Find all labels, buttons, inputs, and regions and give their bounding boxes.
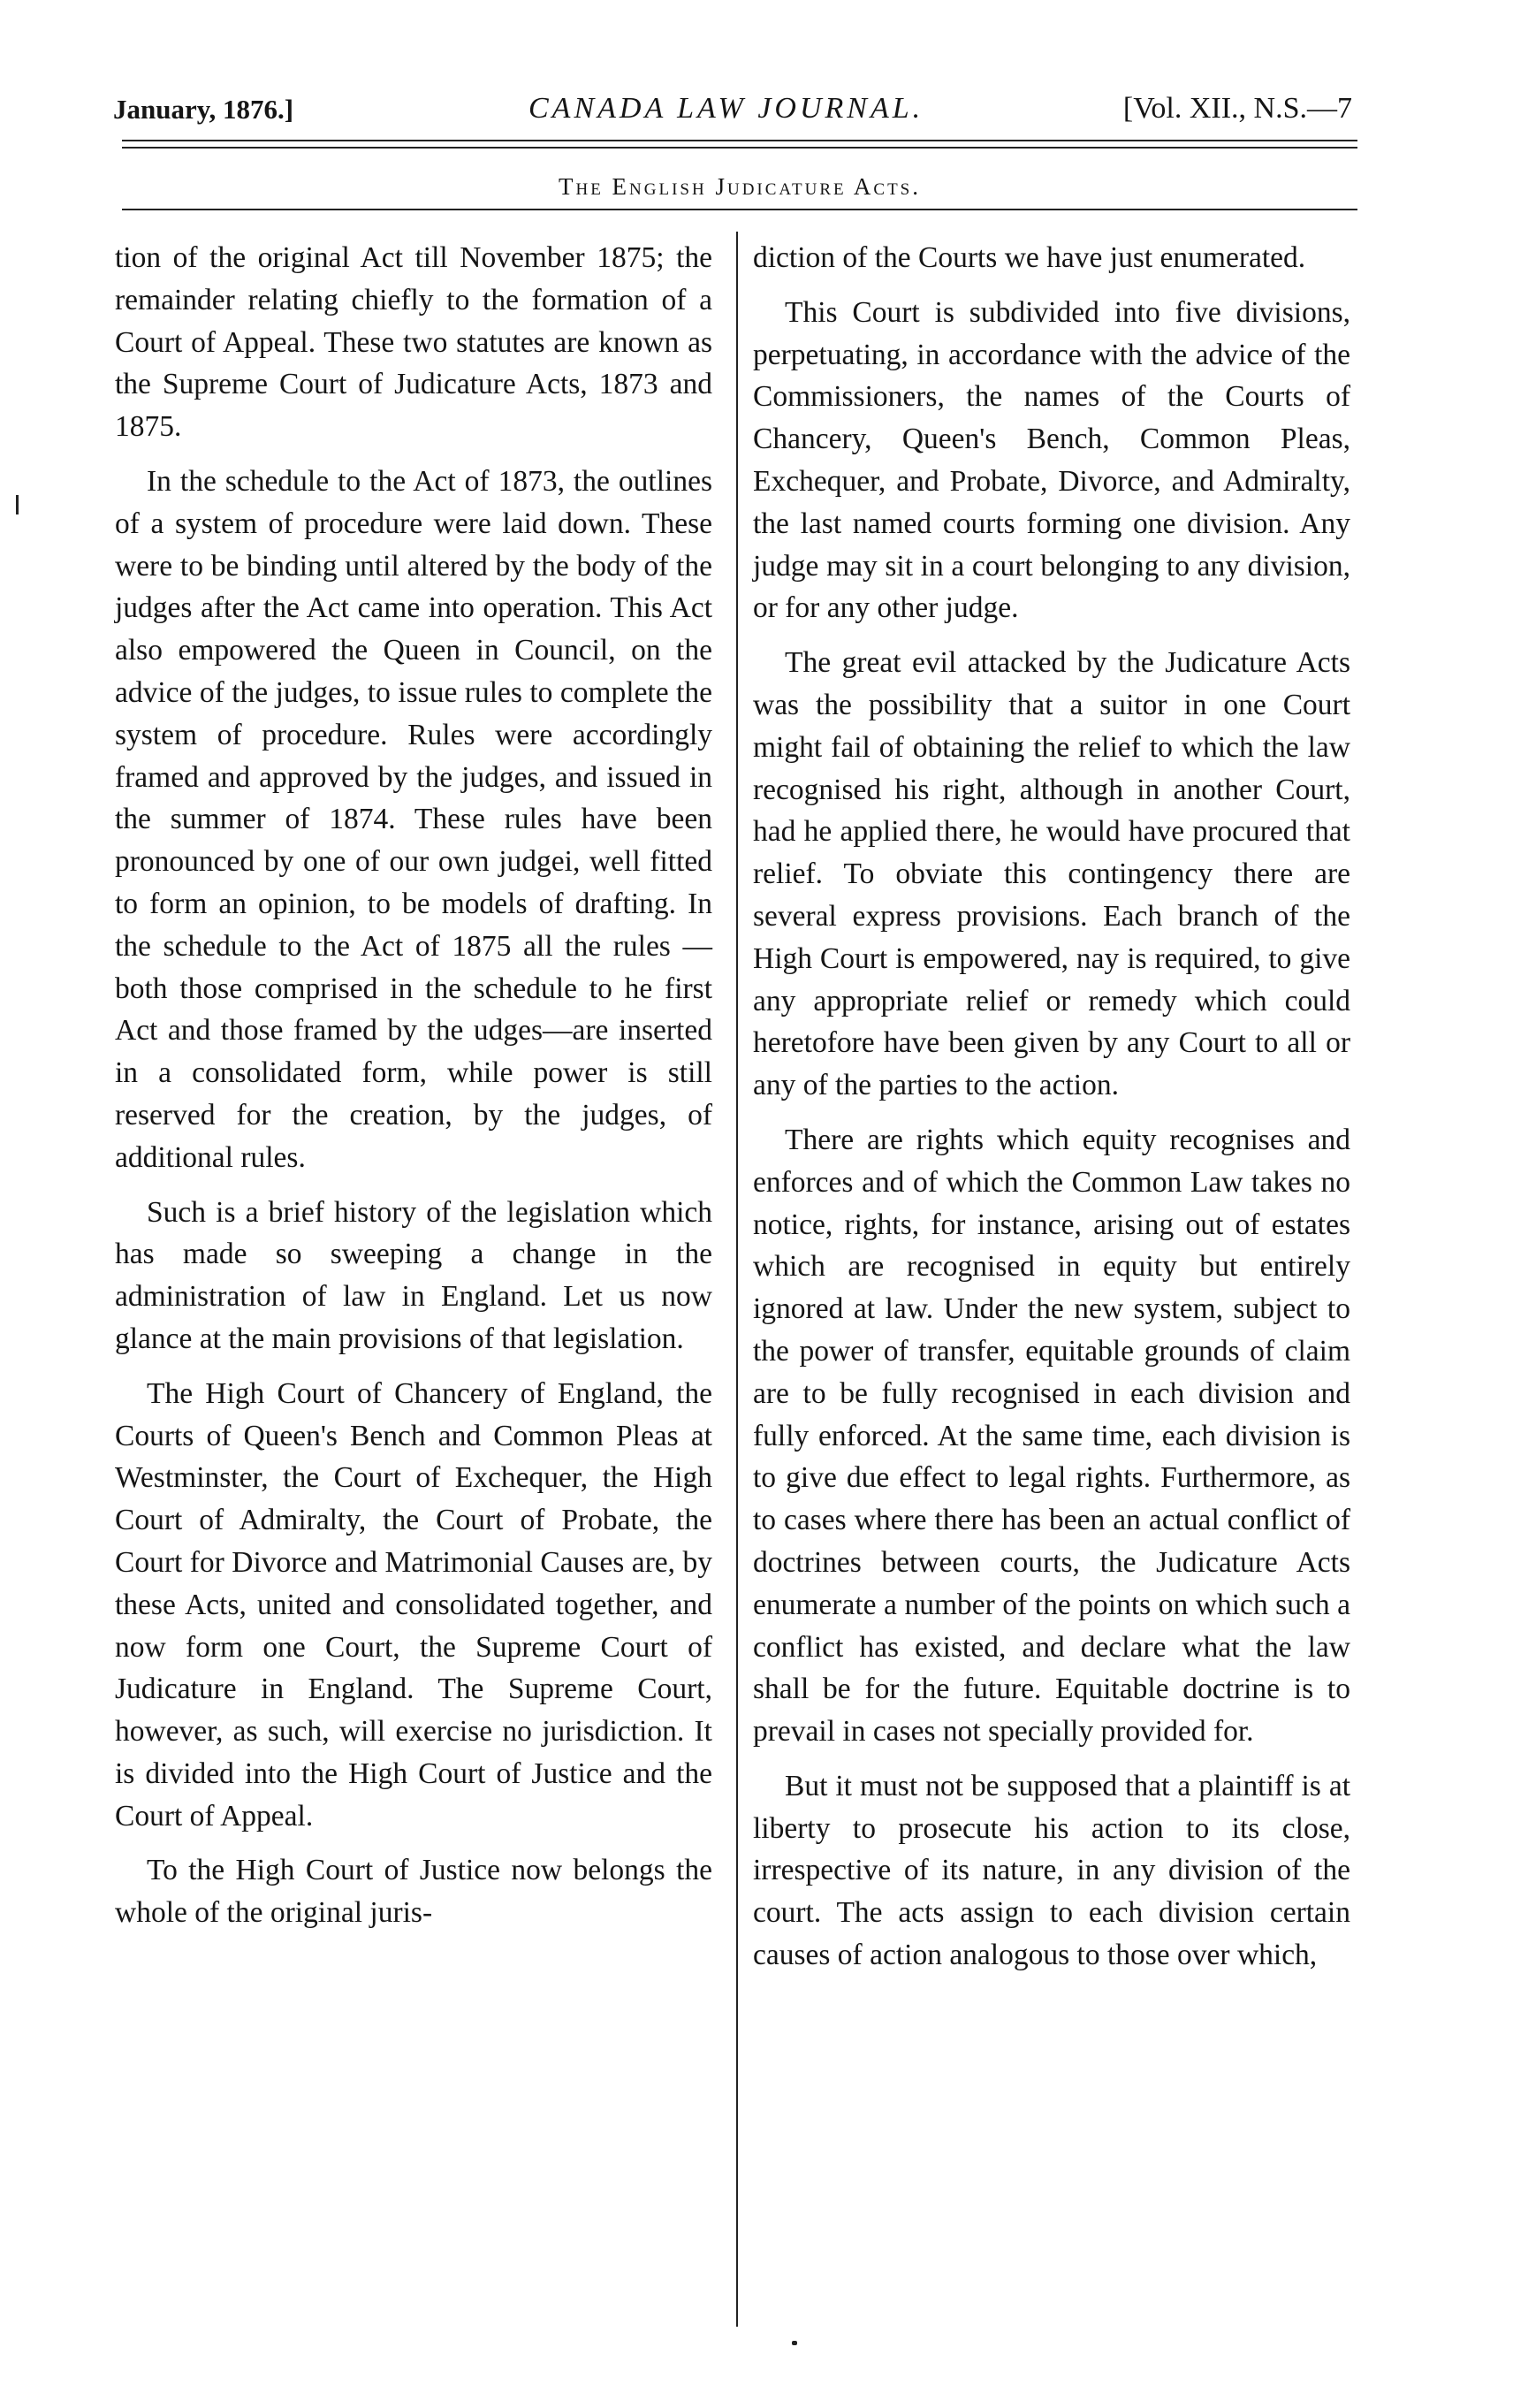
right-paragraph-4: There are rights which equity recognises and enforces and of which the Common Law takes no notice, rights, for instance, arising out of estates which are recognised in equity but entirely ignored at law. Under the new system, subject to the power of transfer, equitable grounds of claim are to be fully recognised in each division and fully enforced. At the same time, each division is to give due effect to legal rights. Furthermore, as to cases where there has been an actual conflict of doctrines between courts, the Judicature Acts enumerate a number of the points on which such a conflict has existed, and declare what the law shall be for the future. Equitable doctrine is to prevail in cases not specially provided for. — [753, 1123, 1350, 1749]
left-paragraph-5: To the High Court of Justice now belongs the whole of the original juris- — [115, 1854, 712, 1930]
right-column — [753, 237, 1350, 1989]
right-paragraph-2: This Court is subdivided into five divisions, perpetuating, in accordance with the advice of the Commissioners, the names of the Courts of Chancery, Queen's Bench, Common Pleas, Exchequer, and Probate, Divorce, and Admiralty, the last named courts forming one division. Any judge may sit in a court belonging to any division, or for any other judge. — [753, 295, 1350, 625]
header-double-rule — [122, 140, 1357, 149]
right-paragraph-5: But it must not be supposed that a plaintiff is at liberty to prosecute his action to its close, irrespective of its nature, in any division of the court. The acts assign to each division certain causes of action analogous to those over which, — [753, 1769, 1350, 1972]
section-rule — [122, 209, 1357, 210]
margin-mark — [16, 495, 19, 514]
left-column — [115, 237, 712, 1947]
bottom-mark — [792, 2341, 797, 2345]
section-title: The English Judicature Acts. — [558, 173, 921, 200]
left-paragraph-4: The High Court of Chancery of England, the Courts of Queen's Bench and Common Pleas at Westminster, the Court of Exchequer, the High Court of Admiralty, the Court of Probate, the Court for Divorce and Matrimonial Causes are, by these Acts, united and consolidated together, and now form one Court, the Supreme Court of Judicature in England. The Supreme Court, however, as such, will exercise no jurisdiction. It is divided into the High Court of Justice and the Court of Appeal. — [115, 1376, 712, 1833]
right-paragraph-1: diction of the Courts we have just enumerated. — [753, 241, 1306, 274]
header-volume: [Vol. XII., N.S.—7 — [1122, 92, 1352, 125]
header-journal-title: CANADA LAW JOURNAL. — [528, 92, 924, 125]
left-paragraph-3: Such is a brief history of the legislation which has made so sweeping a change in the administration of law in England. Let us now glance at the main provisions of that legislation. — [115, 1195, 712, 1355]
header-date: January, 1876.] — [113, 94, 294, 125]
column-divider — [736, 232, 738, 2327]
running-header — [113, 88, 1350, 134]
left-paragraph-1: tion of the original Act till November 1875; the remainder relating chiefly to the formation of a Court of Appeal. These two statutes are known as the Supreme Court of Judicature Acts, 1873 and 1875. — [115, 241, 712, 444]
left-paragraph-2: In the schedule to the Act of 1873, the outlines of a system of procedure were laid down. These were to be binding until altered by the body of the judges after the Act came into operation. This Act also empowered the Queen in Council, on the advice of the judges, to issue rules to complete the system of procedure. Rules were accordingly framed and approved by the judges, and issued in the summer of 1874. These rules have been pronounced by one of our own judgei, well fitted to form an opinion, to be models of drafting. In the schedule to the Act of 1875 all the rules —both those comprised in the schedule to he first Act and those framed by the udges—are inserted in a consolidated form, while power is still reserved for the creation, by the judges, of additional rules. — [115, 464, 712, 1174]
right-paragraph-3: The great evil attacked by the Judicature Acts was the possibility that a suitor in one Court might fail of obtaining the relief to which the law recognised his right, although in another Court, had he applied there, he would have procured that relief. To obviate this contingency there are several express provisions. Each branch of the High Court is empowered, nay is required, to give any appropriate relief or remedy which could heretofore have been given by any Court to all or any of the parties to the action. — [753, 646, 1350, 1102]
